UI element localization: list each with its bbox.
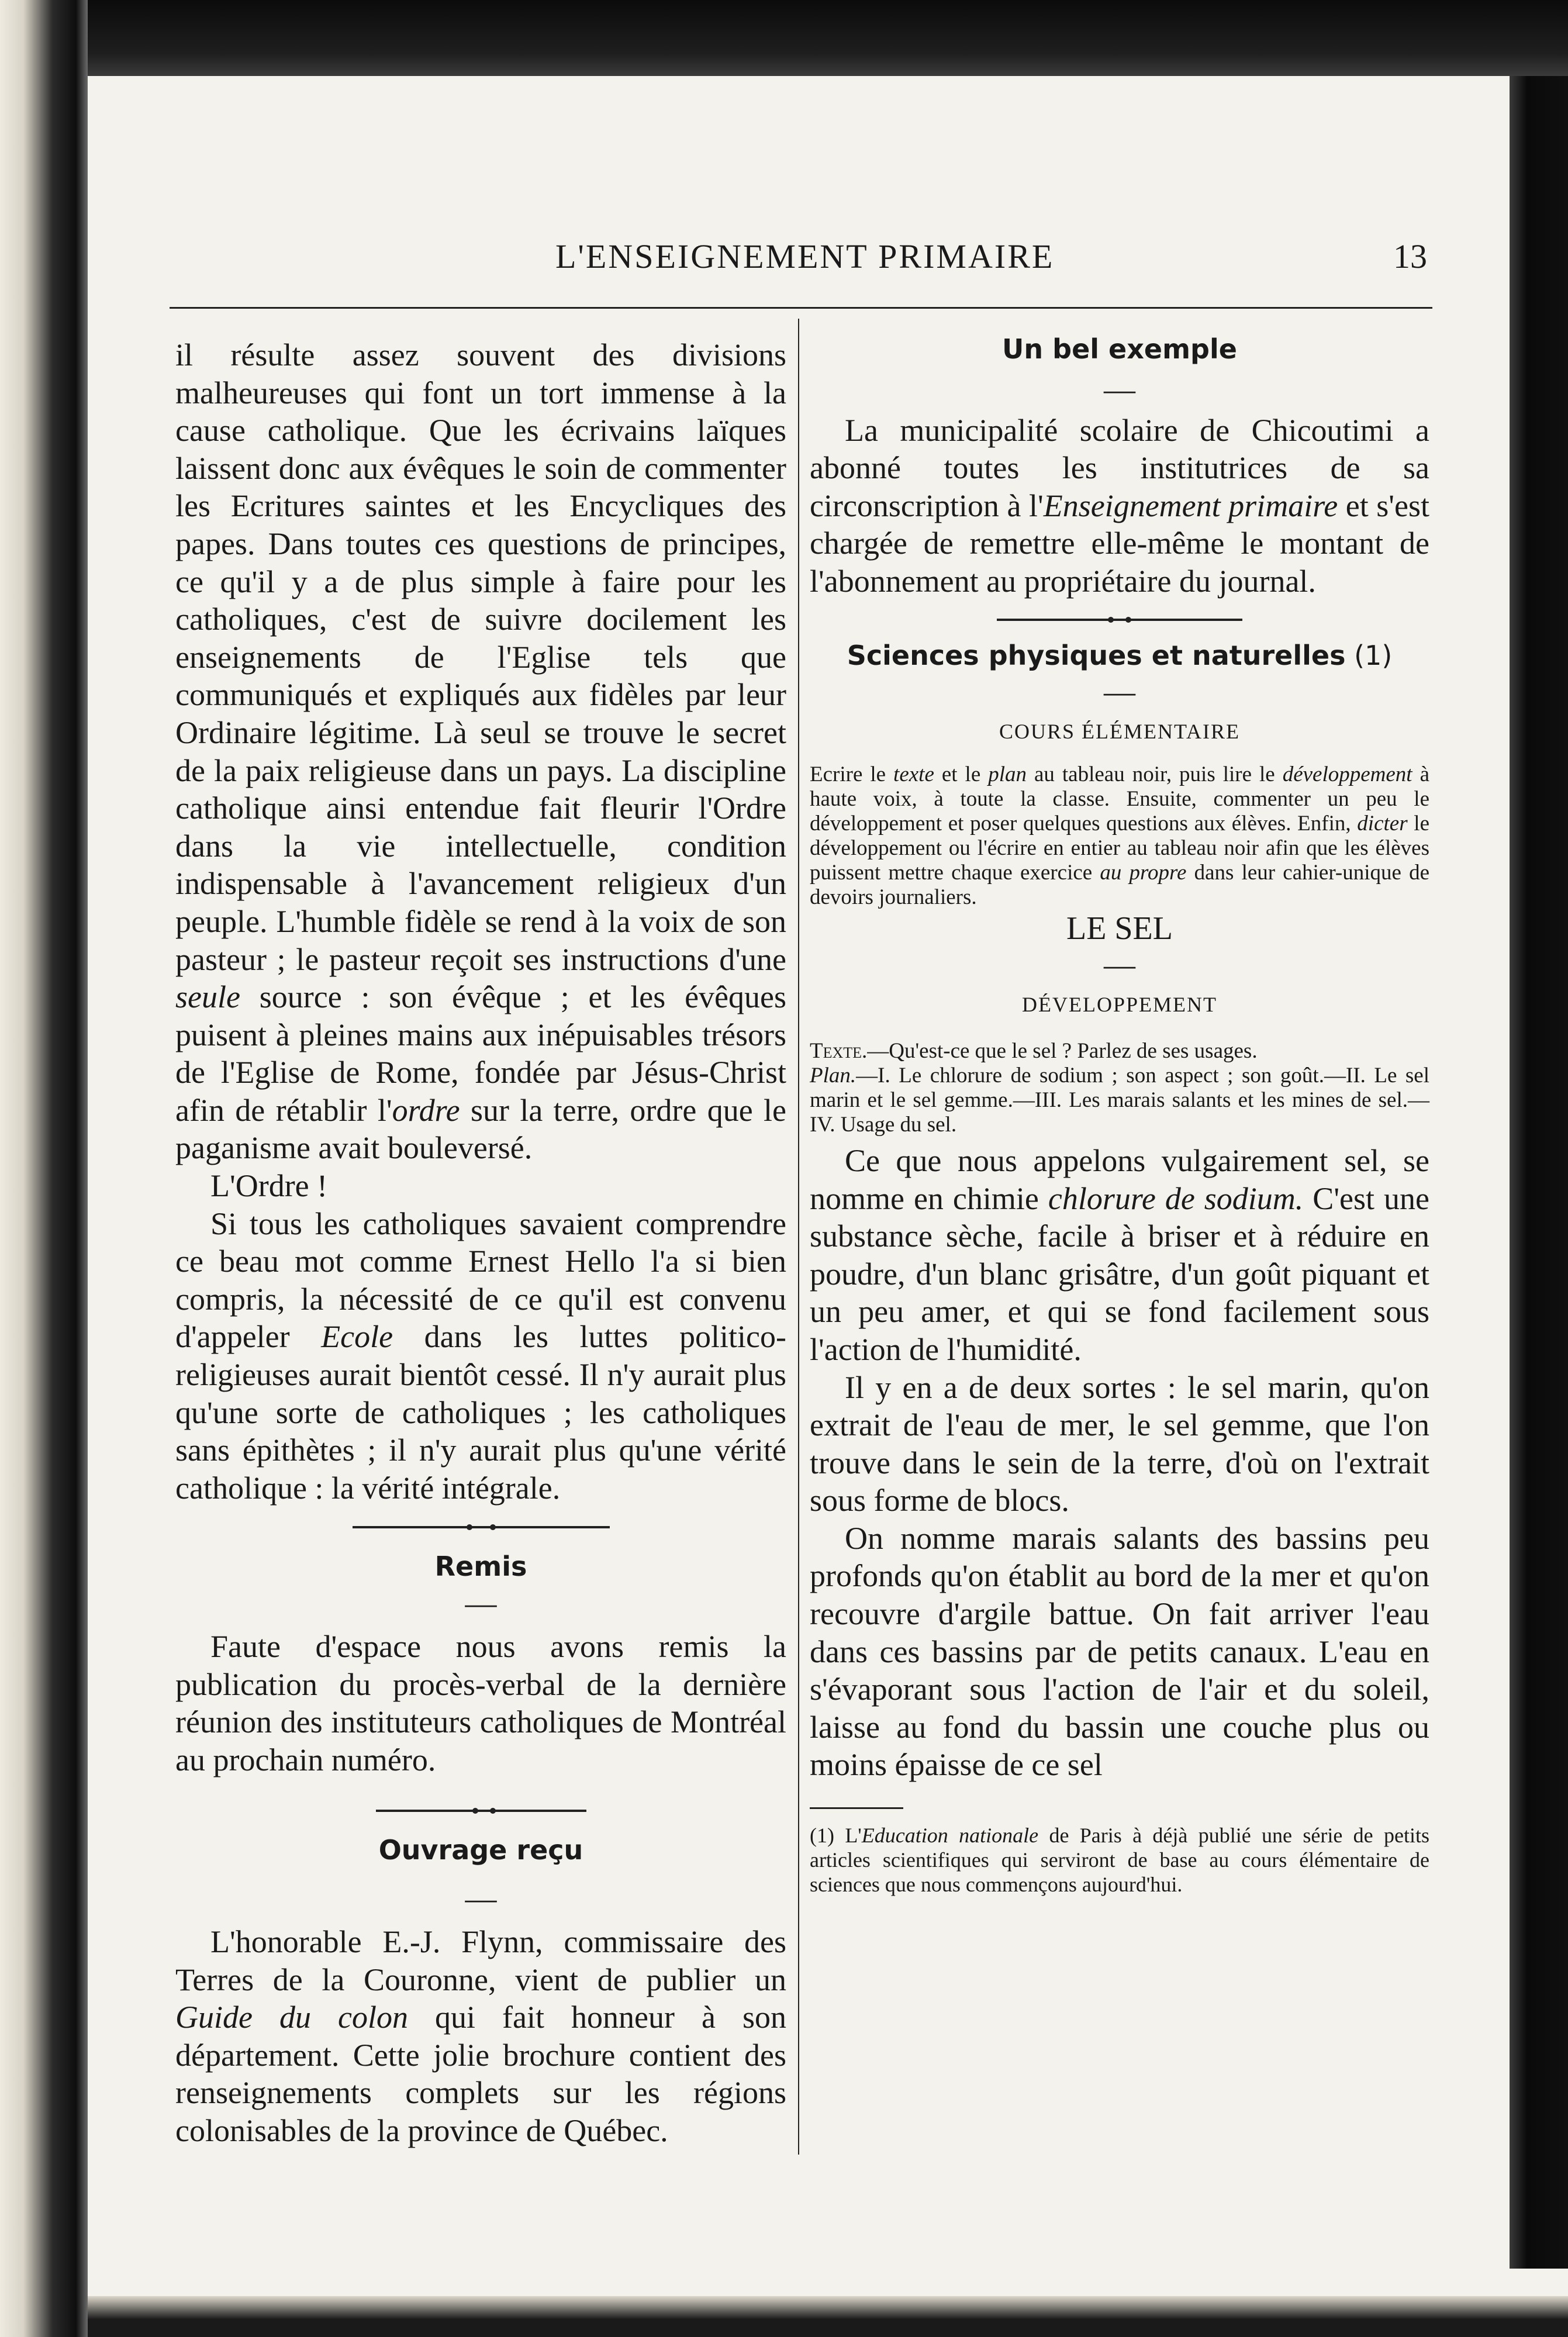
lesson-text: Texte.—Qu'est-ce que le sel ? Parlez de ses usages. <box>810 1038 1258 1063</box>
development-subheading: DÉVELOPPEMENT <box>1022 993 1217 1017</box>
dash-separator: — <box>465 1880 497 1916</box>
paragraph: La municipalité scolaire de Chicoutimi a abonné toutes les institutrices de sa circonscription à l'Enseignement primaire et s'est chargée de remettre elle-même le montant de l'abonnement au propriétaire du journal. <box>810 412 1430 599</box>
column-divider <box>798 319 799 2155</box>
paragraph: L'honorable E.-J. Flynn, commissaire des Terres de la Couronne, vient de publier un Guide du colon qui fait honneur à son département. Cette jolie brochure contient des renseignements complets sur les régions colonisables de la province de Québec. <box>175 1924 786 2148</box>
left-column <box>175 336 786 2150</box>
paragraph: Si tous les catholiques savaient comprendre ce beau mot comme Ernest Hello l'a si bien compris, la nécessité de ce qu'il est convenu d'appeler Ecole dans les luttes politico-religieuses aurait bientôt cessé. Il n'y aurait plus qu'une sorte de catholiques ; les catholiques sans épithètes ; il n'y aurait plus qu'une vérité catholique : la vérité intégrale. <box>175 1206 786 1506</box>
paragraph: Il y en a de deux sortes : le sel marin, qu'on extrait de l'eau de mer, le sel gemme, que l'on trouve dans le sein de la terre, d'où on l'extrait sous forme de blocs. <box>810 1369 1429 1518</box>
footnote: (1) L'Education nationale de Paris à déjà publié une série de petits articles scientifiques qui serviront de base au cours élémentaire de sciences que nous commençons aujourd'hui. <box>810 1824 1429 1897</box>
right-column <box>810 330 1429 1897</box>
course-level-subheading: COURS ÉLÉMENTAIRE <box>999 720 1241 744</box>
ornament-divider <box>353 1524 610 1530</box>
dash-separator: — <box>1104 371 1135 407</box>
section-heading-exemple: Un bel exemple <box>1002 333 1237 365</box>
paragraph: il résulte assez souvent des divisions malheureuses qui font un tort immense à la cause catholique. Que les écrivains laïques laissent donc aux évêques le soin de commenter les Ecritures saintes et les Encycliques des papes. Dans toutes ces questions de principes, ce qu'il y a de plus simple à faire pour les catholiques, c'est de suivre docilement les enseignements de l'Eglise tels que communiqués et expliqués aux fidèles par leur Ordinaire légitime. Là seul se trouve le secret de la paix religieuse dans un pays. La discipline catholique ainsi entendue fait fleurir l'Ordre dans la vie intellectuelle, condition indispensable à l'avancement religieux d'un peuple. L'humble fidèle se rend à la voix de son pasteur ; le pasteur reçoit ses instructions d'une seule source : son évêque ; et les évêques puisent à pleines mains aux inépuisables trésors de l'Eglise de Rome, fondée par Jésus-Christ afin de rétablir l'ordre sur la terre, ordre que le paganisme avait bouleversé. <box>175 337 786 1166</box>
dash-separator: — <box>1104 947 1135 983</box>
ornament-divider <box>997 617 1242 623</box>
lesson-plan: Plan.—I. Le chlorure de sodium ; son aspect ; son goût.—II. Le sel marin et le sel gemme.—III. Les marais salants et les mines de sel.—IV. Usage du sel. <box>810 1063 1429 1137</box>
footnote-rule <box>810 1807 903 1809</box>
header-rule <box>170 307 1432 309</box>
teacher-instructions: Ecrire le texte et le plan au tableau noir, puis lire le développement à haute voix, à toute la classe. Ensuite, commenter un peu le développement et poser quelques questions aux élèves. Enfin, dicter le développement ou l'écrire en entier au tableau noir afin que les élèves puissent mettre chaque exercice au propre dans leur cahier-unique de devoirs journaliers. <box>810 762 1430 909</box>
section-heading-remis: Remis <box>434 1551 527 1583</box>
page-number: 13 <box>1393 237 1427 275</box>
paragraph: L'Ordre ! <box>210 1168 328 1204</box>
paragraph: Ce que nous appelons vulgairement sel, se nomme en chimie chlorure de sodium. C'est une substance sèche, facile à briser et à réduire en poudre, d'un blanc grisâtre, d'un goût piquant et un peu amer, et qui se fond facilement sous l'action de l'humidité. <box>810 1142 1429 1367</box>
section-heading-sciences: Sciences physiques et naturelles (1) <box>847 639 1393 671</box>
paragraph: Faute d'espace nous avons remis la publication du procès-verbal de la dernière réunion des instituteurs catholiques de Montréal au prochain numéro. <box>175 1629 786 1777</box>
paragraph: On nomme marais salants des bassins peu profonds qu'on établit au bord de la mer et qu'on recouvre d'argile battue. On fait arriver l'eau dans ces bassins par de petits canaux. L'eau en s'évaporant sous l'action de l'air et du soleil, laisse au fond du bassin une couche plus ou moins épaisse de ce sel <box>810 1520 1429 1783</box>
running-header: L'ENSEIGNEMENT PRIMAIRE <box>555 237 1055 275</box>
ornament-divider <box>376 1808 586 1814</box>
section-heading-ouvrage: Ouvrage reçu <box>378 1834 583 1866</box>
lesson-title: LE SEL <box>1066 910 1173 947</box>
dash-separator: — <box>1104 674 1135 710</box>
dash-separator: — <box>465 1586 497 1621</box>
